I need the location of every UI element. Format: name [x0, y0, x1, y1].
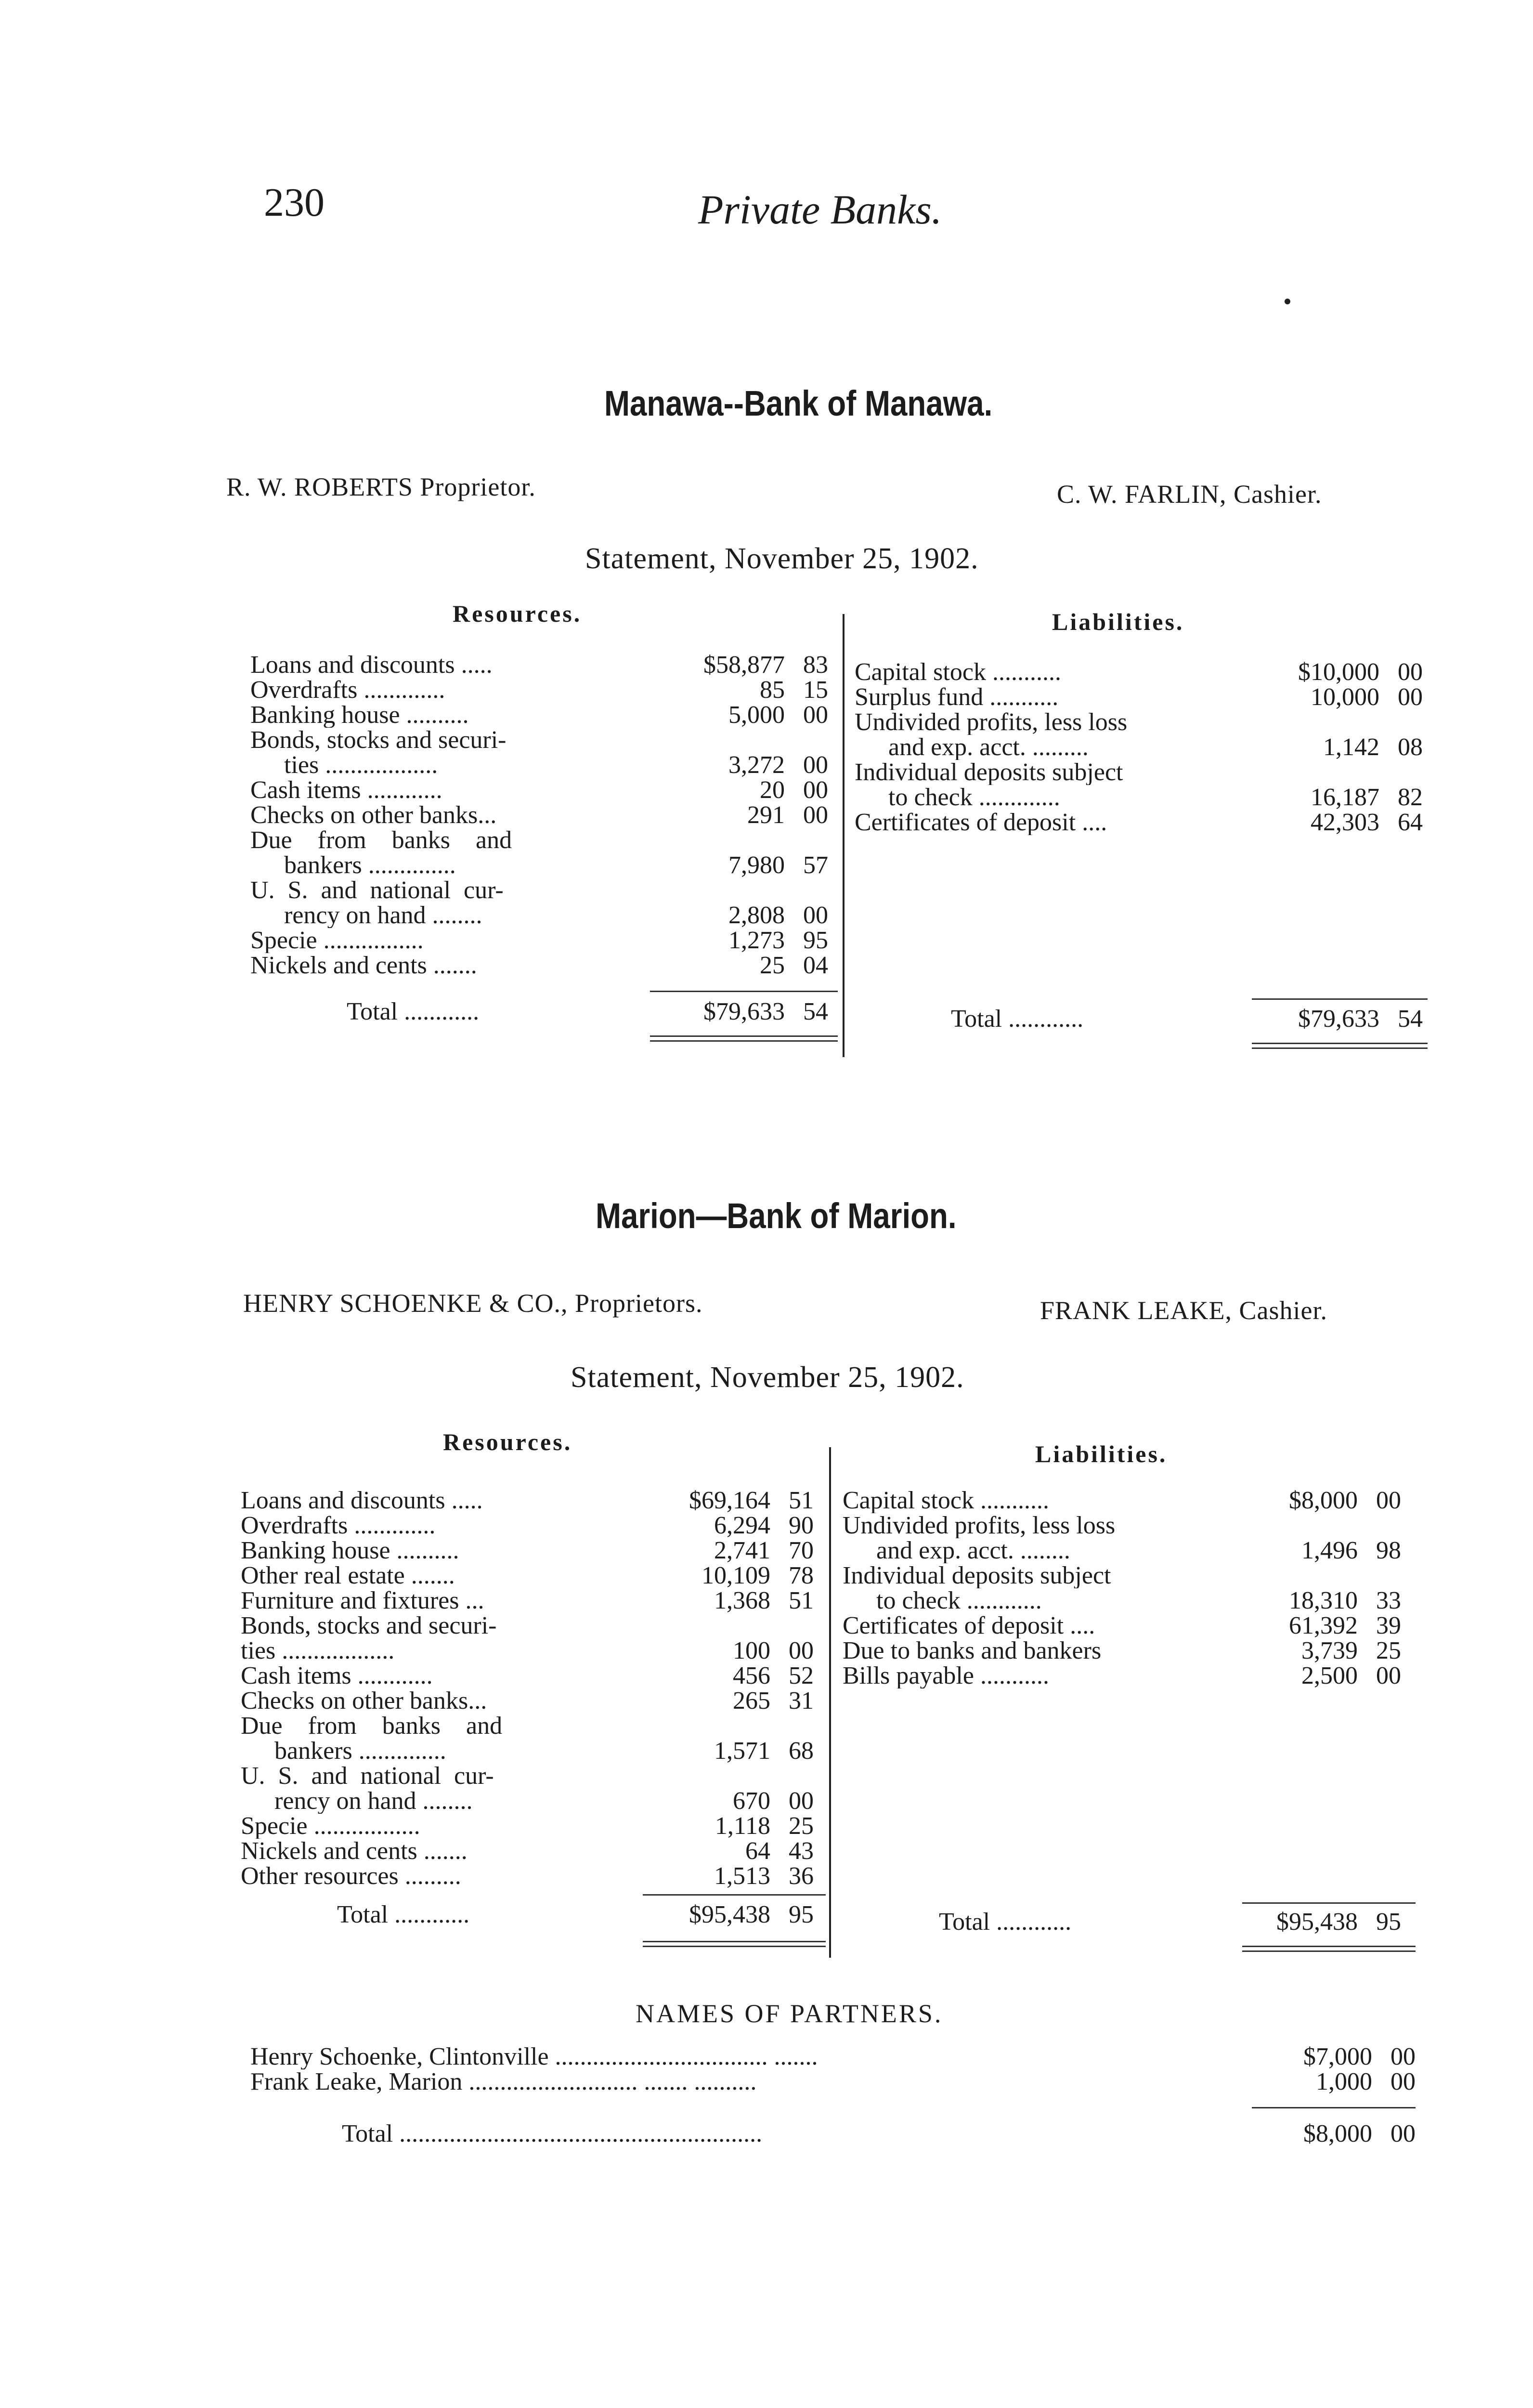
row-amount: 16,187 [1311, 784, 1379, 811]
row-amount: 42,303 [1311, 809, 1379, 836]
row-amount: 456 [733, 1662, 770, 1689]
row-cents: 68 [789, 1737, 814, 1765]
total-rule [650, 991, 838, 992]
row-cents: 51 [789, 1487, 814, 1514]
row-label: Banking house .......... [241, 1538, 459, 1563]
row-cents: 08 [1398, 733, 1423, 761]
partners-total-cents: 00 [1390, 2120, 1416, 2147]
total-cents: 95 [1376, 1908, 1401, 1936]
table-row [843, 1488, 1420, 1513]
row-amount: $58,877 [703, 651, 785, 679]
column-divider [843, 614, 844, 1057]
row-label: rency on hand ........ [284, 903, 482, 928]
row-cents: 82 [1398, 784, 1423, 811]
row-label: Other real estate ....... [241, 1563, 455, 1588]
table-row [250, 678, 828, 703]
row-amount: 5,000 [728, 701, 785, 729]
partner-cents: 00 [1390, 2068, 1416, 2095]
row-cents: 64 [1398, 809, 1423, 836]
row-cents: 57 [803, 851, 828, 879]
total-label: Total ............ [347, 999, 480, 1024]
table-row [241, 1638, 818, 1663]
statement-date: Statement, November 25, 1902. [585, 542, 979, 575]
row-cents: 00 [803, 902, 828, 929]
statement-date: Statement, November 25, 1902. [571, 1361, 964, 1394]
row-cents: 78 [789, 1562, 814, 1589]
row-cents: 31 [789, 1687, 814, 1714]
total-amount: $79,633 [703, 998, 785, 1025]
row-cents: 00 [803, 751, 828, 779]
row-label: Certificates of deposit .... [843, 1613, 1095, 1638]
row-amount: 291 [747, 801, 785, 829]
table-row [843, 1638, 1420, 1663]
row-amount: 10,000 [1311, 683, 1379, 711]
row-label: Checks on other banks... [241, 1688, 487, 1714]
table-row [250, 928, 828, 953]
row-label: ties .................. [241, 1638, 395, 1663]
row-amount: 1,368 [714, 1587, 770, 1614]
row-amount: 2,500 [1301, 1662, 1358, 1689]
row-cents: 25 [1376, 1637, 1401, 1664]
table-row [241, 1513, 818, 1538]
row-cents: 00 [803, 701, 828, 729]
row-cents: 00 [803, 801, 828, 829]
partner-amount: $7,000 [1303, 2043, 1372, 2070]
table-row [250, 728, 828, 753]
partners-heading: NAMES OF PARTNERS. [636, 1999, 943, 2028]
proprietor-line: HENRY SCHOENKE & CO., Proprietors. [243, 1289, 703, 1318]
table-row [250, 2044, 1420, 2069]
row-label: Undivided profits, less loss [843, 1513, 1116, 1538]
running-title: Private Banks. [698, 186, 942, 233]
row-amount: 1,513 [714, 1862, 770, 1890]
row-amount: 1,118 [715, 1812, 770, 1840]
row-label: Individual deposits subject [855, 760, 1123, 785]
double-rule [643, 1941, 826, 1942]
table-row [250, 903, 828, 928]
table-row [241, 1902, 818, 1927]
row-label: Loans and discounts ..... [241, 1488, 483, 1513]
row-label: Bills payable ........... [843, 1663, 1049, 1688]
row-label: Due from banks and [241, 1714, 503, 1739]
partner-name: Frank Leake, Marion ........................... ....... .......... [250, 2069, 757, 2094]
liabilities-heading: Liabilities. [1035, 1440, 1168, 1467]
total-rule [1252, 998, 1428, 1000]
row-label: Specie ................ [250, 928, 424, 953]
table-row [241, 1764, 818, 1789]
table-row [843, 1538, 1420, 1563]
row-label: Checks on other banks... [250, 803, 497, 828]
row-cents: 51 [789, 1587, 814, 1614]
table-row [855, 1007, 1432, 1032]
row-label: Loans and discounts ..... [250, 653, 493, 678]
row-label: Cash items ............ [250, 778, 442, 803]
total-amount: $79,633 [1298, 1005, 1379, 1033]
table-row [250, 803, 828, 828]
cashier-line: FRANK LEAKE, Cashier. [1040, 1296, 1327, 1325]
resources-table [250, 653, 828, 990]
row-label: Furniture and fixtures ... [241, 1588, 484, 1613]
total-cents: 95 [789, 1901, 814, 1928]
table-row [241, 1839, 818, 1864]
row-label: rency on hand ........ [274, 1789, 473, 1814]
row-cents: 15 [803, 676, 828, 704]
row-amount: 2,808 [728, 902, 785, 929]
row-amount: 20 [760, 776, 785, 804]
row-label: and exp. acct. ........ [876, 1538, 1070, 1563]
total-label: Total ............ [939, 1910, 1072, 1935]
row-label: Banking house .......... [250, 703, 469, 728]
row-cents: 00 [1398, 683, 1423, 711]
row-amount: $69,164 [689, 1487, 770, 1514]
row-amount: $10,000 [1298, 658, 1379, 686]
table-row [241, 1613, 818, 1638]
row-cents: 39 [1376, 1612, 1401, 1639]
table-row [843, 1613, 1420, 1638]
table-row [241, 1588, 818, 1613]
row-amount: 10,109 [702, 1562, 770, 1589]
row-label: Cash items ............ [241, 1663, 433, 1688]
row-label: Individual deposits subject [843, 1563, 1111, 1588]
row-amount: 7,980 [728, 851, 785, 879]
liabilities-total-row [843, 1910, 1420, 1938]
row-amount: 18,310 [1289, 1587, 1358, 1614]
cashier-line: C. W. FARLIN, Cashier. [1057, 480, 1322, 509]
table-row [250, 778, 828, 803]
resources-total-row [241, 1902, 818, 1931]
row-label: to check ............. [888, 785, 1060, 810]
row-cents: 25 [789, 1812, 814, 1840]
row-amount: 100 [733, 1637, 770, 1664]
row-amount: 6,294 [714, 1512, 770, 1539]
row-label: Capital stock ........... [855, 660, 1061, 685]
double-rule [1242, 1946, 1416, 1947]
total-cents: 54 [1398, 1005, 1423, 1033]
partners-total-amount: $8,000 [1303, 2120, 1372, 2147]
row-label: Surplus fund ........... [855, 685, 1059, 710]
row-amount: 3,272 [728, 751, 785, 779]
row-label: Other resources ......... [241, 1864, 461, 1889]
table-row [843, 1563, 1420, 1588]
table-row [250, 953, 828, 978]
row-label: Bonds, stocks and securi- [250, 728, 507, 753]
total-cents: 54 [803, 998, 828, 1025]
table-row [241, 1663, 818, 1688]
table-row [241, 1789, 818, 1814]
row-label: and exp. acct. ......... [888, 735, 1089, 760]
row-label: Bonds, stocks and securi- [241, 1613, 497, 1638]
row-cents: 36 [789, 1862, 814, 1890]
row-cents: 43 [789, 1837, 814, 1865]
row-cents: 00 [789, 1787, 814, 1815]
row-cents: 00 [789, 1637, 814, 1664]
row-label: Overdrafts ............. [250, 678, 445, 703]
table-row [855, 785, 1432, 810]
row-amount: 1,273 [728, 927, 785, 954]
table-row [855, 810, 1432, 835]
double-rule [1252, 1047, 1428, 1049]
table-row [855, 760, 1432, 785]
column-divider [829, 1447, 831, 1958]
bank-heading: Manawa--Bank of Manawa. [604, 383, 993, 423]
total-rule [643, 1894, 826, 1896]
total-amount: $95,438 [1276, 1908, 1358, 1936]
liabilities-heading: Liabilities. [1052, 608, 1184, 635]
table-row [843, 1588, 1420, 1613]
table-row [250, 2121, 1420, 2146]
partner-amount: 1,000 [1316, 2068, 1372, 2095]
table-row [241, 1688, 818, 1714]
page-number: 230 [264, 180, 325, 225]
table-row [241, 1714, 818, 1739]
table-row [250, 828, 828, 853]
row-cents: 00 [1376, 1487, 1401, 1514]
table-row [843, 1663, 1420, 1688]
total-rule [1252, 2107, 1416, 2108]
row-amount: 1,571 [714, 1737, 770, 1765]
partner-cents: 00 [1390, 2043, 1416, 2070]
row-label: Specie ................. [241, 1814, 420, 1839]
row-amount: 1,496 [1301, 1537, 1358, 1564]
row-label: ties .................. [284, 753, 438, 778]
row-label: U. S. and national cur- [250, 878, 504, 903]
row-cents: 90 [789, 1512, 814, 1539]
row-label: Nickels and cents ....... [250, 953, 477, 978]
row-amount: 2,741 [714, 1537, 770, 1564]
resources-heading: Resources. [453, 600, 582, 627]
table-row [250, 2069, 1420, 2094]
row-cents: 00 [1376, 1662, 1401, 1689]
row-label: bankers .............. [274, 1739, 446, 1764]
table-row [855, 710, 1432, 735]
table-row [250, 653, 828, 678]
table-row [855, 685, 1432, 710]
double-rule [643, 1946, 826, 1947]
table-row [843, 1910, 1420, 1935]
table-row [250, 853, 828, 878]
table-row [241, 1538, 818, 1563]
double-rule [650, 1040, 838, 1042]
row-amount: 3,739 [1301, 1637, 1358, 1664]
table-row [250, 878, 828, 903]
table-row [241, 1864, 818, 1889]
table-row [241, 1488, 818, 1513]
table-row [250, 999, 828, 1024]
table-row [843, 1513, 1420, 1538]
row-label: to check ............ [876, 1588, 1042, 1613]
proprietor-line: R. W. ROBERTS Proprietor. [226, 472, 536, 501]
double-rule [1242, 1950, 1416, 1952]
resources-heading: Resources. [443, 1428, 572, 1455]
row-label: Undivided profits, less loss [855, 710, 1128, 735]
liabilities-table [855, 660, 1432, 852]
row-cents: 00 [803, 776, 828, 804]
partner-name: Henry Schoenke, Clintonville .................................. ....... [250, 2044, 818, 2069]
row-label: bankers .............. [284, 853, 456, 878]
row-cents: 83 [803, 651, 828, 679]
table-row [250, 753, 828, 778]
row-cents: 70 [789, 1537, 814, 1564]
table-row [241, 1563, 818, 1588]
row-label: Certificates of deposit .... [855, 810, 1107, 835]
total-rule [1242, 1902, 1416, 1904]
row-amount: 25 [760, 952, 785, 979]
row-label: Due to banks and bankers [843, 1638, 1102, 1663]
row-amount: 64 [745, 1837, 770, 1865]
row-cents: 33 [1376, 1587, 1401, 1614]
resources-table [241, 1488, 818, 1902]
partners-total-label: Total .......................................................... [342, 2121, 763, 2146]
row-cents: 52 [789, 1662, 814, 1689]
table-row [241, 1814, 818, 1839]
liabilities-total-row [855, 1007, 1432, 1035]
total-label: Total ............ [337, 1902, 470, 1927]
row-cents: 98 [1376, 1537, 1401, 1564]
table-row [855, 735, 1432, 760]
table-row [250, 703, 828, 728]
row-cents: 00 [1398, 658, 1423, 686]
row-label: Overdrafts ............. [241, 1513, 436, 1538]
row-cents: 04 [803, 952, 828, 979]
row-amount: 670 [733, 1787, 770, 1815]
table-row [855, 660, 1432, 685]
partners-table [250, 2044, 1420, 2160]
bank-heading: Marion—Bank of Marion. [596, 1196, 957, 1236]
row-label: Due from banks and [250, 828, 512, 853]
liabilities-table [843, 1488, 1420, 1690]
ink-speck [1285, 299, 1290, 304]
row-cents: 95 [803, 927, 828, 954]
row-amount: $8,000 [1289, 1487, 1358, 1514]
resources-total-row [250, 999, 828, 1028]
table-row [241, 1739, 818, 1764]
row-label: Nickels and cents ....... [241, 1839, 468, 1864]
double-rule [650, 1035, 838, 1037]
row-amount: 61,392 [1289, 1612, 1358, 1639]
row-amount: 85 [760, 676, 785, 704]
row-label: Capital stock ........... [843, 1488, 1049, 1513]
total-label: Total ............ [951, 1007, 1084, 1032]
row-amount: 265 [733, 1687, 770, 1714]
row-label: U. S. and national cur- [241, 1764, 494, 1789]
row-amount: 1,142 [1323, 733, 1379, 761]
double-rule [1252, 1043, 1428, 1044]
total-amount: $95,438 [689, 1901, 770, 1928]
